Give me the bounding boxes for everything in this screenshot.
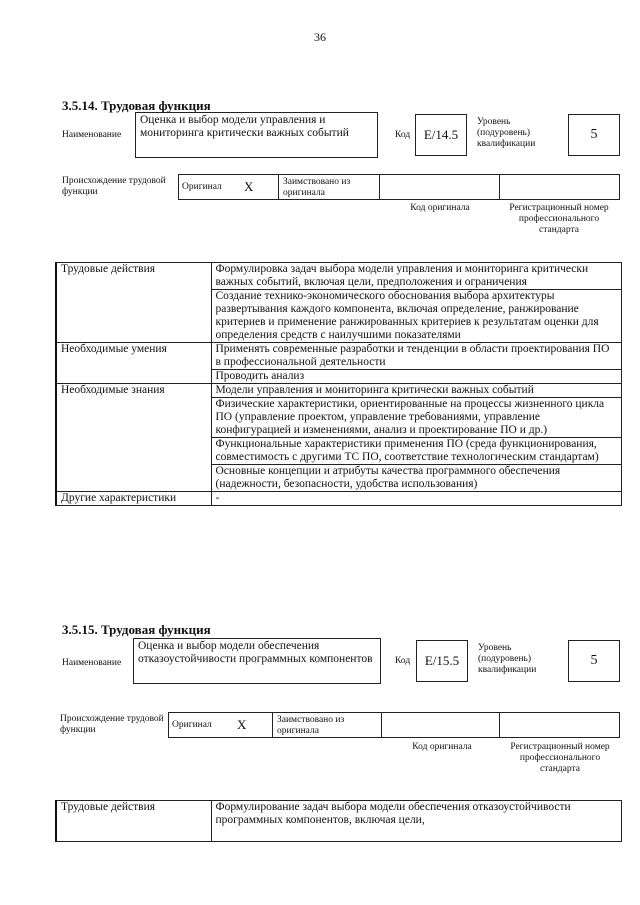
divider: [272, 713, 273, 737]
function-table: [55, 800, 622, 842]
divider: [499, 175, 500, 199]
reg-number-caption: Регистрационный номер профессионального стандарта: [510, 742, 610, 774]
table-row: [56, 384, 621, 398]
table-row: [56, 263, 621, 290]
row-label: Необходимые умения: [56, 343, 211, 384]
divider: [381, 713, 382, 737]
level-label: Уровень (подуровень) квалификации: [477, 117, 536, 149]
origin-label: Происхождение трудовой функции: [62, 176, 166, 197]
divider: [379, 175, 380, 199]
origin-row: [168, 712, 620, 738]
level-box: 5: [568, 114, 620, 156]
name-label: Наименование: [62, 658, 122, 668]
code-box: E/15.5: [416, 640, 468, 682]
code-label: Код: [395, 656, 411, 666]
section-title: 3.5.15. Трудовая функция: [62, 622, 211, 637]
divider: [499, 713, 500, 737]
table-cell: Применять современные разработки и тенденции в области проектирования ПО в профессиональной деятельности: [211, 343, 621, 370]
function-name-box: Оценка и выбор модели управления и мониторинга критически важных событий: [135, 112, 378, 158]
row-label: Необходимые знания: [56, 384, 211, 492]
table-cell: Модели управления и мониторинга критически важных событий: [211, 384, 621, 398]
table-cell: Физические характеристики, ориентированные на процессы жизненного цикла ПО (управление проектом, управление требованиями, управление конфигурацией и изменениями, анализ и проектирование ПО и др.): [211, 398, 621, 438]
table-cell: Основные концепции и атрибуты качества программного обеспечения (надежности, безопасности, удобства использования): [211, 465, 621, 492]
level-box: 5: [568, 640, 620, 682]
code-original-caption: Код оригинала: [412, 742, 472, 752]
divider: [278, 175, 279, 199]
table-cell: Создание технико-экономического обоснования выбора архитектуры развертывания каждого компонента, включая определение, ранжирование критериев и применение ранжированных критериев к результатам оценки для определения средств с наилучшими показателями: [211, 290, 621, 343]
table-row: [56, 801, 621, 842]
origin-label: Происхождение трудовой функции: [60, 714, 164, 735]
table-cell: Формулировка задач выбора модели управления и мониторинга критически важных событий, включая цели, предположения и ограничения: [211, 263, 621, 290]
code-label: Код: [395, 130, 411, 140]
code-box: E/14.5: [415, 114, 467, 156]
row-label: Трудовые действия: [56, 263, 211, 343]
reg-number-caption: Регистрационный номер профессионального стандарта: [509, 203, 609, 235]
original-mark: X: [237, 717, 247, 732]
table-cell: Формулирование задач выбора модели обеспечения отказоустойчивости программных компонентов, включая цели,: [211, 801, 621, 842]
function-table: [55, 262, 622, 506]
name-label: Наименование: [62, 130, 122, 140]
borrowed-label: Заимствовано из оригинала: [283, 177, 351, 198]
code-original-caption: Код оригинала: [410, 203, 470, 213]
table-cell: Проводить анализ: [211, 370, 621, 384]
table-cell: Функциональные характеристики применения ПО (среда функционирования, совместимость с другими ТС ПО, соответствие технологическим стандартам): [211, 438, 621, 465]
function-name-box: Оценка и выбор модели обеспечения отказоустойчивости программных компонентов: [133, 638, 381, 684]
section-title: 3.5.14. Трудовая функция: [62, 98, 211, 113]
table-row: [56, 492, 621, 506]
page-number: 36: [314, 30, 326, 44]
table-row: [56, 343, 621, 370]
original-mark: X: [244, 179, 254, 194]
row-label: Трудовые действия: [56, 801, 211, 842]
row-label: Другие характеристики: [56, 492, 211, 506]
original-label: Оригинал: [182, 182, 222, 192]
borrowed-label: Заимствовано из оригинала: [277, 715, 345, 736]
table-cell: -: [211, 492, 621, 506]
original-label: Оригинал: [172, 720, 212, 730]
origin-row: [178, 174, 620, 200]
level-label: Уровень (подуровень) квалификации: [478, 643, 537, 675]
